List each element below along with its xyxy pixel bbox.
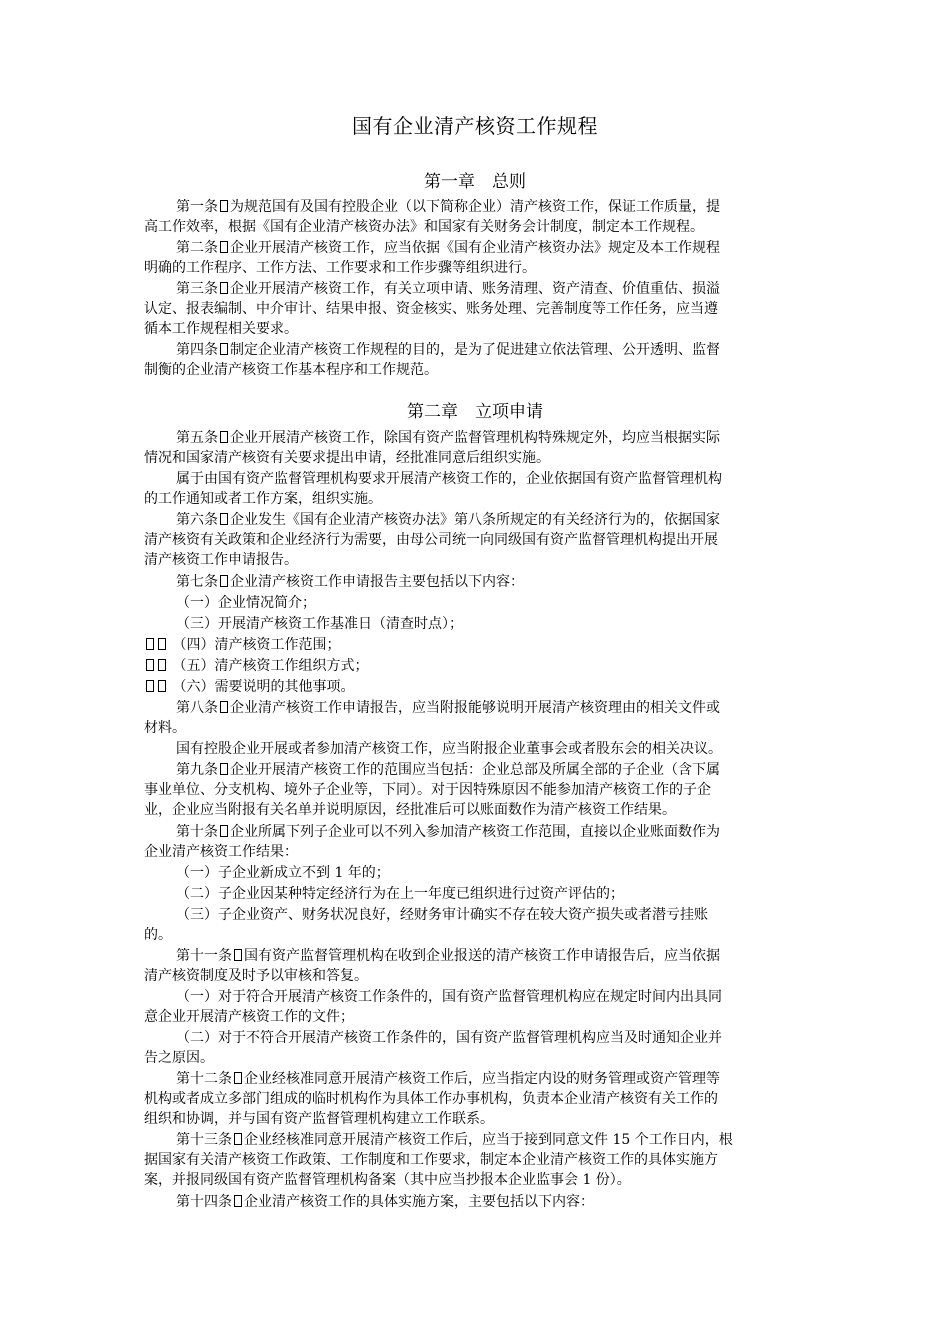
paragraph-line: 第二条 企业开展清产核资工作，应当依据《国有企业清产核资办法》规定及本工作规程 [176,240,720,256]
paragraph-line: 第三条 企业开展清产核资工作，有关立项申请、账务清理、资产清查、价值重估、损溢 [176,281,720,297]
paragraph-line: 案，并报同级国有资产监督管理机构备案（其中应当抄报本企业监事会 1 份）。 [144,1172,631,1188]
missing-glyph-icon [220,241,228,253]
paragraph-line: 第九条 企业开展清产核资工作的范围应当包括：企业总部及所属全部的子企业（含下属 [176,762,720,778]
article-number: 第十二条 [176,1071,232,1087]
article-number: 第八条 [176,700,218,716]
missing-glyph-icon [234,1072,242,1084]
paragraph-line: 第十条 企业所属下列子企业可以不列入参加清产核资工作范围，直接以企业账面数作为 [176,824,720,840]
paragraph-line: 高工作效率，根据《国有企业清产核资办法》和国家有关财务会计制度，制定本工作规程。 [144,219,704,235]
paragraph-line: 第十二条 企业经核准同意开展清产核资工作后，应当指定内设的财务管理或资产管理等 [176,1071,720,1087]
chapter-heading: 第一章 总则 [424,172,526,192]
paragraph-line: 事业单位、分支机构、境外子企业等，下同）。对于因特殊原因不能参加清产核资工作的子企 [144,782,711,798]
article-number: 第一条 [176,199,218,215]
paragraph-line: 第一条 为规范国有及国有控股企业（以下简称企业）清产核资工作，保证工作质量，提 [176,199,720,215]
list-item: （二）对于不符合开展清产核资工作条件的，国有资产监督管理机构应当及时通知企业并 [176,1030,722,1046]
missing-glyph-icon [220,431,228,443]
article-number: 第十一条 [176,948,232,964]
missing-glyph-icon [220,701,228,713]
missing-glyph-icon [220,282,228,294]
paragraph-line: 清产核资有关政策和企业经济行为需要，由母公司统一向同级国有资产监督管理机构提出开展 [144,532,718,548]
list-item: 告之原因。 [144,1050,214,1066]
missing-glyph-icon [220,200,228,212]
list-item: （一）企业情况简介； [176,595,316,611]
article-number: 第五条 [176,430,218,446]
missing-glyph-icon [158,680,166,692]
paragraph-line: 第八条 企业清产核资工作申请报告，应当附报能够说明开展清产核资理由的相关文件或 [176,700,720,716]
paragraph-line: 情况和国家清产核资有关要求提出申请，经批准同意后组织实施。 [144,450,550,466]
list-item: （六）需要说明的其他事项。 [144,677,354,697]
paragraph-line: 循本工作规程相关要求。 [144,321,298,337]
paragraph-line: 机构或者成立多部门组成的临时机构作为具体工作办事机构，负责本企业清产核资有关工作的 [144,1091,718,1107]
list-item: （五）清产核资工作组织方式； [144,656,368,676]
paragraph-line: 第四条 制定企业清产核资工作规程的目的，是为了促进建立依法管理、公开透明、监督 [176,342,720,358]
missing-glyph-icon [220,513,228,525]
article-number: 第七条 [176,574,218,590]
paragraph-line: 材料。 [144,720,186,736]
chapter-heading: 第二章 立项申请 [407,402,543,422]
list-item: 的。 [144,927,172,943]
list-item: （一）对于符合开展清产核资工作条件的，国有资产监督管理机构应在规定时间内出具同 [176,989,722,1005]
paragraph-line: 第十四条 企业清产核资工作的具体实施方案，主要包括以下内容： [176,1194,594,1210]
article-number: 第九条 [176,762,218,778]
paragraph-line: 第七条 企业清产核资工作申请报告主要包括以下内容： [176,574,524,590]
article-number: 第六条 [176,512,218,528]
missing-glyph-icon [234,949,242,961]
article-number: 第四条 [176,342,218,358]
article-number: 第二条 [176,240,218,256]
missing-glyph-icon [146,659,154,671]
paragraph-line: 的工作通知或者工作方案，组织实施。 [144,491,382,507]
article-number: 第十条 [176,824,218,840]
paragraph-line: 认定、报表编制、中介审计、结果申报、资金核实、账务处理、完善制度等工作任务，应当遵 [144,301,718,317]
document-title: 国有企业清产核资工作规程 [352,114,598,138]
paragraph-line: 明确的工作程序、工作方法、工作要求和工作步骤等组织进行。 [144,260,536,276]
list-item: （三）子企业资产、财务状况良好，经财务审计确实不存在较大资产损失或者潜亏挂账 [176,907,708,923]
article-number: 第十四条 [176,1194,232,1210]
missing-glyph-icon [146,638,154,650]
article-number: 第三条 [176,281,218,297]
list-item: 意企业开展清产核资工作的文件； [144,1009,354,1025]
missing-glyph-icon [158,659,166,671]
paragraph-line: 清产核资工作申请报告。 [144,552,298,568]
paragraph-line: 清产核资制度及时予以审核和答复。 [144,968,368,984]
paragraph-line: 第十一条 国有资产监督管理机构在收到企业报送的清产核资工作申请报告后，应当依据 [176,948,720,964]
paragraph-line: 第六条 企业发生《国有企业清产核资办法》第八条所规定的有关经济行为的，依据国家 [176,512,720,528]
paragraph-line: 国有控股企业开展或者参加清产核资工作，应当附报企业董事会或者股东会的相关决议。 [176,741,722,757]
missing-glyph-icon [220,763,228,775]
missing-glyph-icon [158,638,166,650]
article-number: 第十三条 [176,1132,232,1148]
paragraph-line: 第十三条 企业经核准同意开展清产核资工作后，应当于接到同意文件 15 个工作日内，根 [176,1132,733,1148]
paragraph-line: 第五条 企业开展清产核资工作，除国有资产监督管理机构特殊规定外，均应当根据实际 [176,430,720,446]
list-item: （二）子企业因某种特定经济行为在上一年度已组织进行过资产评估的； [176,886,624,902]
paragraph-line: 业，企业应当附报有关名单并说明原因，经批准后可以账面数作为清产核资工作结果。 [144,802,676,818]
list-item: （三）开展清产核资工作基准日（清查时点）； [176,616,463,632]
missing-glyph-icon [234,1133,242,1145]
paragraph-line: 属于由国有资产监督管理机构要求开展清产核资工作的，企业依据国有资产监督管理机构 [176,471,722,487]
missing-glyph-icon [146,680,154,692]
paragraph-line: 据国家有关清产核资工作政策、工作制度和工作要求，制定本企业清产核资工作的具体实施方 [144,1152,718,1168]
paragraph-line: 企业清产核资工作结果： [144,844,298,860]
list-item: （一）子企业新成立不到 1 年的； [176,865,390,881]
missing-glyph-icon [220,825,228,837]
missing-glyph-icon [220,343,228,355]
missing-glyph-icon [234,1195,242,1207]
missing-glyph-icon [220,575,228,587]
paragraph-line: 组织和协调，并与国有资产监督管理机构建立工作联系。 [144,1111,494,1127]
list-item: （四）清产核资工作范围； [144,635,340,655]
paragraph-line: 制衡的企业清产核资工作基本程序和工作规范。 [144,362,438,378]
